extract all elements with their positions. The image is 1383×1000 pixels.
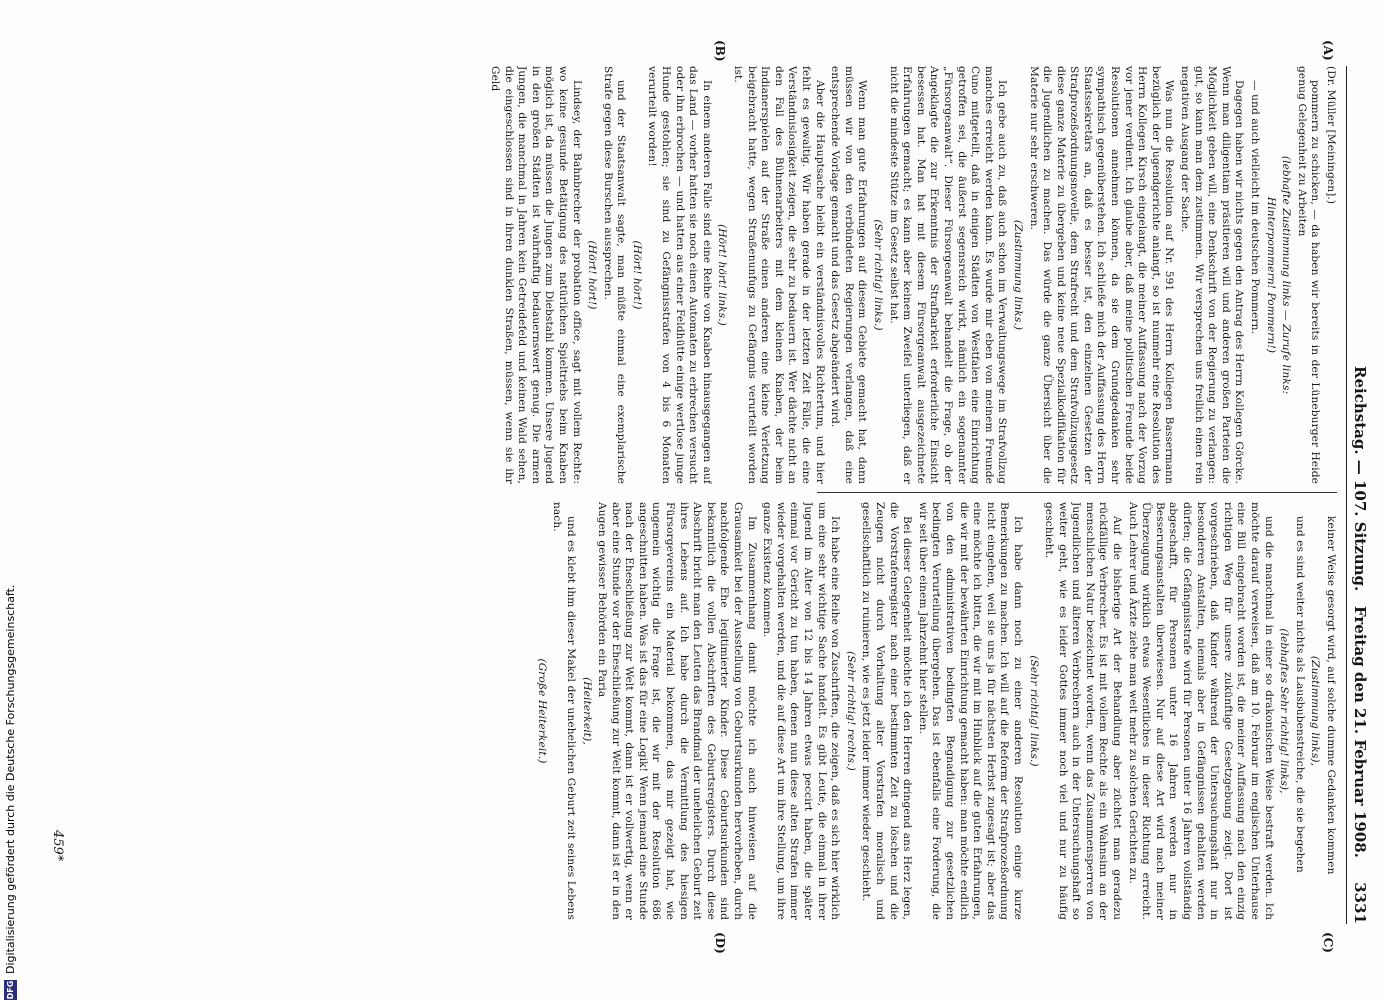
page-header [1346, 66, 1371, 924]
paragraph: In einem anderen Falle sind eine Reihe von Knaben hinausgegangen auf das Land — vorher hatten sie noch einen Automaten zu erbrechen versucht oder ihn erbrochen — und hatten aus einer Feldhütte einige wertlose junge Hunde gestohlen; sie sind zu Gefängnisstrafen von 4 bis 6 Monaten verurteilt worden! [646, 66, 713, 484]
paragraph: und der Staatsanwalt sagte, man müßte einmal eine exemplarische Strafe gegen diese Burschen aussprechen. [601, 66, 628, 484]
margin-mark-a: (A) [1321, 40, 1335, 61]
credit-text: Digitalisierung gefördert durch die Deutsche Forschungsgemeinschaft. [3, 584, 17, 974]
interjection: (Sehr richtig! rechts.) [844, 651, 857, 771]
paragraph: Ich habe dann noch zu einer anderen Resolution einige kurze Bemerkungen zu machen. Ich will auf die Reform der Strafprozeßordnung nicht eingehen, weil sie uns ja für nächsten Herbst zugesagt ist; aber das eine möchte ich bitten, die wir mit im Hinblick auf die guten Erfahrungen, die wir mit der bewährten Einrichtung gemacht haben: man möchte endlich von den administrativen bedingten Begnadigung zur gesetzlichen bedingten Verurteilung übergehen. Das ist ebenfalls eine Forderung, die wir seit über einem Jahrzehnt hier stellen. [916, 502, 1024, 920]
interjection: Hinterpommern! Pommern!) [1264, 196, 1277, 354]
paragraph: und die manchmal in einer so drakonischen Weise bestraft werden. Ich möchte darauf verweisen, daß am 10. Februar im englischen Unterhause eine Bill eingebracht worden ist, die meiner Auffassung nach den einzig richtigen Weg für unsere zukünftige Gesetzgebung zeigt. Dort ist vorgeschrieben, daß Kinder während der Untersuchungshaft nur in besonderen Anstalten, niemals aber in Gefängnissen gehalten werden dürfen; die Gefängnisstrafe wird für Personen unter 16 Jahren vollständig abgeschafft, für Personen unter 16 Jahren werden nur in Besserungsanstalten überwiesen. Nur auf diese Art wird nach meiner Überzeugung wirklich etwas Wesentliches in dieser Richtung erreicht. Auch Lehrer und Ärzte ziehe man weit mehr zu solchen Gerichten zu. [1126, 502, 1275, 920]
right-column [107, 502, 1337, 920]
dfg-logo: DFG [5, 980, 15, 1000]
left-column [107, 66, 1337, 484]
paragraph: Lindsey, der Bahnbrecher der probation office, sagt mit vollem Rechte: wo keine gesunde Betätigung des natürlichen Spieltriebs beim Knaben möglich ist, da müssen die Jungen zum Diebstahl kommen. Unsere Jugend in den großen Städten ist wahrhaftig bedauernswert genug. Die armen Jungen, die manchmal in Jahren kein Getreidefeld und keinen Wald sehen, die eingeschlossen sind in ihren dunklen Straßen, müssen, wenn sie ihr Geld [488, 66, 583, 484]
interjection: (lebhafte Zustimmung links — Zurufe links: [1280, 155, 1293, 395]
paragraph: — und auch vielleicht im deutschen Pommern. [1249, 80, 1262, 335]
paragraph: und es klebt ihm dieser Makel der unehelichen Geburt zeit seines Lebens nach. [551, 502, 577, 920]
paragraph: und es sind weiter nichts als Lausbubenstreiche, die sie begehen [1293, 516, 1306, 873]
margin-mark-c: (C) [1321, 932, 1335, 953]
paragraph: Aber die Hauptsache bleibt ein verständnisvolles Richtertum, und hier fehlt es gewaltig. Wir haben gerade in der letzten Zeit Fälle, die eine Verständnislosigkeit zeigen, die sehr zu bedauern ist. Wer dächte nicht an den Fall des Bühnenarbeiters mit dem kleinen Knaben, der beim Indianerspielen auf der Straße einen anderen eine kleine Verletzung beigebracht hatte, wegen Straßenunfugs zu Gefängnis verurteilt worden ist. [732, 66, 826, 484]
header-page-number: 3331 [1351, 882, 1369, 924]
footer-number: 459* [50, 830, 65, 862]
paragraph: pommern zu schicken, — da haben wir bereits in der Lüneburger Heide genug Gelegenheit zu Arbeiten [1295, 66, 1322, 484]
paragraph: Ich gebe auch zu, daß auch schon im Verwaltungswege im Strafvollzug manches erreicht werden kann. Es wurde mir eben von meinem Freunde Cuno mitgeteilt, daß in einigen Städten von Westfalen eine Einrichtung getroffen sei, die äußerst segensreich wirkt, nämlich ein sogenannter „Fürsorgeanwalt“. Dieser Fürsorgeanwalt behandelt die Frage, ob der Angeklagte die zur Erkenntnis der Strafbarkeit erforderliche Einsicht besessen hat. Man hat mit diesem Fürsorgeanwalt ausgezeichnete Erfahrungen gemacht; es kann aber keinem Zweifel unterliegen, daß er nicht die mindeste Stütze im Gesetz selbst hat. [887, 66, 1009, 484]
paragraph: Bei dieser Gelegenheit möchte ich den Herren dringend ans Herz legen, die Vorstrafenregister nach einer bestimmten Zeit zu löschen und die Zeugen nicht durch Vorhaltung alter Vorstrafen moralisch und gesellschaftlich zu ruinieren, wie es jetzt leider immer wieder geschieht. [860, 502, 914, 920]
paragraph: Auf die bisherige Art der Behandlung aber züchtet man geradezu rückfällige Verbrecher. Es ist mit vollem Rechte als ein Wahnsinn an der menschlichen Natur bezeichnet worden, wenn das Zusammensperren von Jugendlichen und älteren Verbrechern auch in der Untersuchungshaft so weiter geht, wie es leider Gottes immer noch viel und nur zu häufig geschieht. [1043, 502, 1124, 920]
column-divider [817, 492, 1337, 493]
margin-mark-b: (B) [713, 40, 727, 62]
paragraph: Ich habe eine Reihe von Zuschriften, die zeigen, daß es sich hier wirklich um eine sehr wichtige Sache handelt. Es gibt Leute, die einmal in ihrer Jugend im Alter von 12 bis 14 Jahren etwas peccirt haben, die später einmal vor Gericht zu tun haben, denen nun diese alten Strafen immer wieder vorgehalten werden, und die auf diese Art um ihre Stellung, um ihre ganze Existenz kommen. [761, 502, 842, 920]
interjection: (lebhaftes Sehr richtig! links), [1278, 628, 1291, 794]
paragraph: Im Zusammenhang damit möchte ich auch hinweisen auf die Grausamkeit bei der Ausstellung von Geburtsurkunden hervorheben, durch nachfolgende Ehe legitimierter Kinder. Diese Geburtsurkunden sind bekanntlich die vollen Abschriften des Geburtsregisters. Durch diese Abschrift bricht man den Leuten das Brandmal der unehelichen Geburt zeit ihres Lebens auf. Ich habe durch die Vermittlung des hiesigen Fürsorgevereins ein Material bekommen, das mir gezeigt hat, wie ungemein wichtig die Frage ist, die wir mit der Resolution 686 angeschnitten haben. Was ist das für eine Logik! Wenn jemand eine Stunde nach der Eheschließung zur Welt kommt, dann ist er vollwertig, wenn er aber eine Stunde vor der Eheschließung zur Welt kommt, dann ist er in den Augen gewisser Behörden ein Paria [596, 502, 758, 920]
header-title: Reichstag. — 107. Sitzung. [1351, 366, 1369, 592]
interjection: (Große Heiterkeit.) [535, 658, 548, 764]
header-date: Freitag den 21. Februar 1908. [1351, 606, 1369, 858]
paragraph: Was nun die Resolution auf Nr. 591 des Herrn Kollegen Bassermann bezüglich der Jugendgerichte anlangt, so ist nunmehr eine Resolution des Herrn Kollegen Kirsch eingelangt, die meiner Auffassung nach der Vorzug vor jener verdient. Ich glaube aber, daß meine politischen Freunde beide Resolutionen annehmen können, da sie dem Grundgedanken sehr sympathisch gegenüberstehen. Ich schließe mich der Auffassung des Herrn Staatssekretärs an, daß es besser ist, den einzelnen Gesetzen der Strafprozeßordnungsnovelle, dem Strafrecht und dem Strafvollzugsgesetz diese ganze Materie zu übergeben und keine neue Spezialkodifikation für die Jugendlichen zu machen. Das würde die ganze Übersicht über die Materie nur sehr erschweren. [1027, 66, 1176, 484]
interjection: (Sehr richtig! links.) [1027, 655, 1040, 767]
interjection: (Hört! hört! links.) [716, 224, 729, 326]
paragraph: Wenn man gute Erfahrungen auf diesem Gebiete gemacht hat, dann müssen wir von den verbündeten Regierungen verlangen, daß eine entsprechende Vorlage gemacht und das Gesetz abgeändert wird. [829, 66, 869, 484]
interjection: (Sehr richtig! links.) [872, 219, 884, 331]
paragraph: keiner Weise gesorgt wird, auf solche dumme Gedanken kommen [1325, 516, 1337, 875]
interjection: (Hört! hört!) [630, 240, 643, 310]
digitization-credit [0, 0, 20, 1000]
margin-mark-d: (D) [713, 932, 727, 954]
paragraph: Dagegen haben wir nichts gegen den Antrag des Herrn Kollegen Görcke. Wenn man diligentiam präsitieren will und anderen großen Parteien die Möglichkeit geben will, eine Denkschrift von der Regierung zu verlangen: gut, so kann man dem zustimmen. Wir versprechen uns freilich einen rein negativen Ausgang der Sache. [1179, 66, 1246, 484]
speaker-line: (Dr. Müller [Meiningen].) [1325, 66, 1337, 205]
interjection: (Zustimmung links), [1309, 655, 1322, 767]
interjection: (Heiterkeit), [580, 677, 593, 745]
interjection: (Hört! hört!) [586, 240, 599, 310]
interjection: (Zustimmung links.) [1011, 219, 1024, 331]
